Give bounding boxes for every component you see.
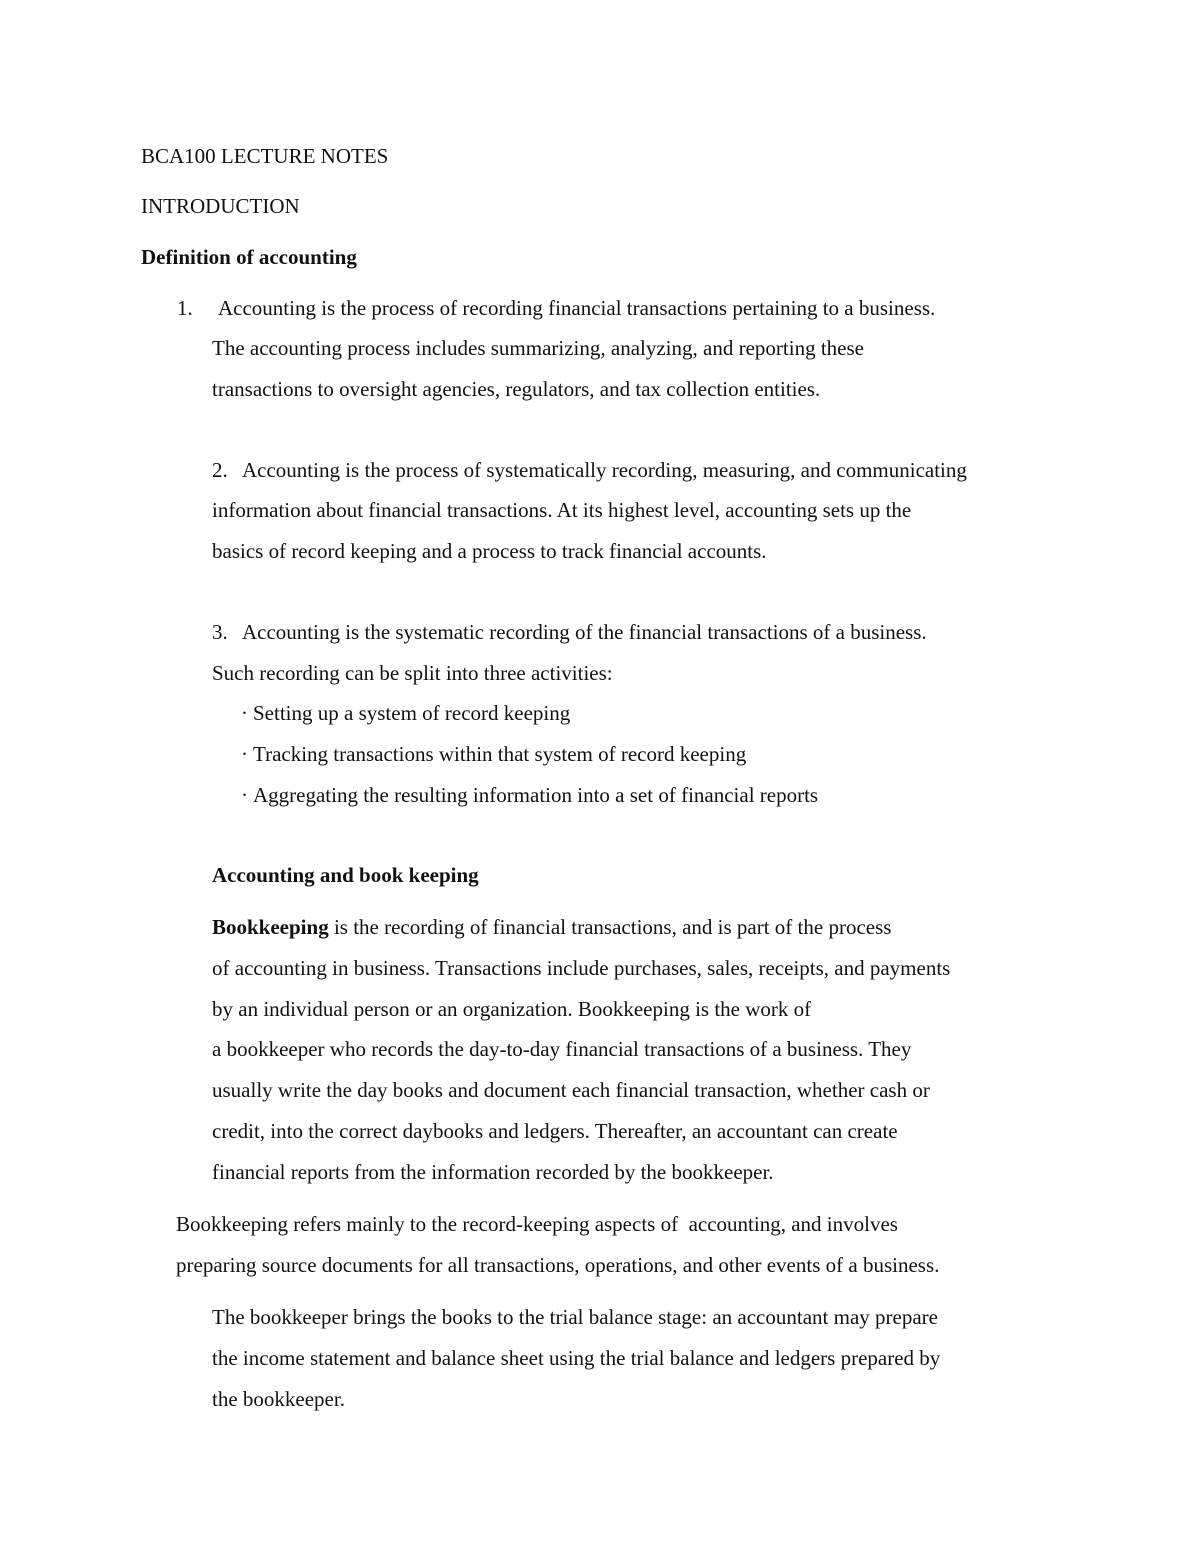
definition-heading: Definition of accounting: [141, 245, 357, 269]
list-item: [241, 782, 818, 808]
definition-text-line: transactions to oversight agencies, regulators, and tax collection entities.: [212, 377, 821, 401]
definition-text-line: Such recording can be split into three activities:: [212, 661, 613, 685]
definition-text-line: Accounting is the systematic recording of the financial transactions of a business.: [242, 620, 927, 644]
bullet-icon: ·: [241, 742, 248, 766]
trial-balance-paragraph-line: The bookkeeper brings the books to the trial balance stage: an accountant may prepare: [212, 1305, 938, 1329]
definition-number: 1.: [177, 296, 193, 320]
bookkeeping-heading: Accounting and book keeping: [212, 863, 479, 887]
bullet-icon: ·: [241, 701, 248, 725]
list-item-text: Aggregating the resulting information into a set of financial reports: [253, 783, 819, 807]
trial-balance-paragraph-line: the income statement and balance sheet using the trial balance and ledgers prepared by: [212, 1346, 941, 1370]
bookkeeping-paragraph-line: [212, 914, 891, 940]
section-heading: INTRODUCTION: [141, 194, 300, 218]
definition-number: 2.: [212, 458, 228, 482]
list-item-text: Tracking transactions within that system of record keeping: [253, 742, 747, 766]
bookkeeping-paragraph-line: credit, into the correct daybooks and ledgers. Thereafter, an accountant can create: [212, 1119, 898, 1143]
bookkeeping-text: is the recording of financial transactions, and is part of the process: [328, 915, 892, 939]
trial-balance-paragraph-line: the bookkeeper.: [212, 1387, 345, 1411]
bookkeeping-paragraph-line: by an individual person or an organization. Bookkeeping is the work of: [212, 997, 812, 1021]
record-keeping-paragraph-line: preparing source documents for all transactions, operations, and other events of a business.: [176, 1253, 940, 1277]
definition-text-line: Accounting is the process of recording financial transactions pertaining to a business.: [218, 296, 936, 320]
definition-text-line: Accounting is the process of systematically recording, measuring, and communicating: [242, 458, 967, 482]
definition-number: 3.: [212, 620, 228, 644]
list-item: [241, 700, 570, 726]
bookkeeping-term: Bookkeeping: [212, 915, 329, 939]
bookkeeping-paragraph-line: usually write the day books and document each financial transaction, whether cash or: [212, 1078, 930, 1102]
bookkeeping-paragraph-line: financial reports from the information recorded by the bookkeeper.: [212, 1160, 774, 1184]
definition-text-line: The accounting process includes summarizing, analyzing, and reporting these: [212, 336, 864, 360]
bullet-icon: ·: [241, 783, 248, 807]
bookkeeping-paragraph-line: a bookkeeper who records the day-to-day financial transactions of a business. They: [212, 1037, 912, 1061]
list-item: [241, 741, 746, 767]
list-item-text: Setting up a system of record keeping: [253, 701, 571, 725]
bookkeeping-paragraph-line: of accounting in business. Transactions include purchases, sales, receipts, and payments: [212, 956, 951, 980]
record-keeping-paragraph-line: Bookkeeping refers mainly to the record-keeping aspects of accounting, and involves: [176, 1212, 898, 1236]
document-title: BCA100 LECTURE NOTES: [141, 144, 389, 168]
definition-text-line: information about financial transactions. At its highest level, accounting sets up the: [212, 498, 912, 522]
definition-text-line: basics of record keeping and a process to track financial accounts.: [212, 539, 767, 563]
